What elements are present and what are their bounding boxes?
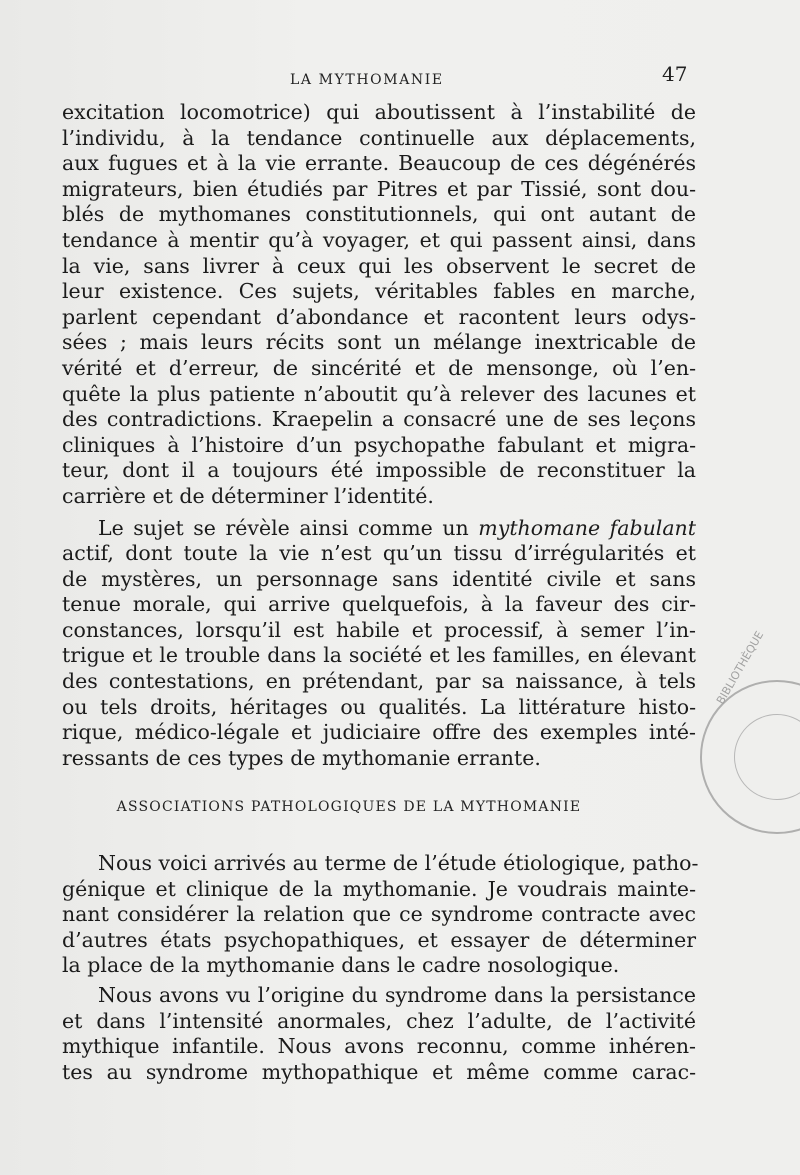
paragraph-4 (62, 983, 696, 1085)
paragraph-3 (62, 851, 699, 979)
stamp-inner-ring (734, 714, 800, 800)
library-stamp (700, 629, 800, 834)
text-line: la vie, sans livrer à ceux qui les observent le secret de (62, 253, 696, 278)
text-line: des contestations, en prétendant, par sa naissance, à tels (62, 669, 696, 694)
running-head: LA MYTHOMANIE (290, 72, 444, 88)
text-line: sées ; mais leurs récits sont un mélange inextricable de (62, 330, 696, 355)
text-line: d’autres états psychopathiques, et essayer de déterminer (62, 927, 696, 952)
text-line: excitation locomotrice) qui aboutissent à l’instabilité de (62, 100, 696, 124)
text-line: cliniques à l’histoire d’un psychopathe fabulant et migra- (62, 432, 696, 457)
text-line: tes au syndrome mythopathique et même comme carac- (62, 1059, 696, 1084)
text-line: tendance à mentir qu’à voyager, et qui passent ainsi, dans (62, 227, 696, 252)
text-line: quête la plus patiente n’aboutit qu’à relever des lacunes et (62, 381, 696, 406)
text-line: ressants de ces types de mythomanie errante. (62, 745, 541, 770)
text-line: teur, dont il a toujours été impossible de reconstituer la (62, 458, 696, 483)
stamp-text: BIBLIOTHÈQUE (714, 629, 767, 707)
text-line: Nous avons vu l’origine du syndrome dans la persistance (98, 983, 696, 1007)
text-line: l’individu, à la tendance continuelle aux déplacements, (62, 125, 696, 150)
paragraph-1 (62, 100, 696, 510)
text-line: nant considérer la relation que ce syndrome contracte avec (62, 902, 696, 927)
text-line: des contradictions. Kraepelin a consacré une de ses leçons (62, 407, 696, 432)
text-line: et dans l’intensité anormales, chez l’adulte, de l’activité (62, 1008, 696, 1033)
text-line: rique, médico-légale et judiciaire offre des exemples inté- (62, 720, 696, 745)
text-line: leur existence. Ces sujets, véritables fables en marche, (62, 279, 696, 304)
section-title: ASSOCIATIONS PATHOLOGIQUES DE LA MYTHOMANIE (116, 799, 582, 816)
text-line: génique et clinique de la mythomanie. Je voudrais mainte- (62, 876, 696, 901)
text-line: aux fugues et à la vie errante. Beaucoup de ces dégénérés (62, 151, 696, 176)
text-line: ou tels droits, héritages ou qualités. La littérature histo- (62, 694, 696, 719)
text-line: carrière et de déterminer l’identité. (62, 483, 434, 508)
italic-term: mythomane fabulant (478, 515, 696, 540)
page-number: 47 (662, 62, 688, 86)
text-line: actif, dont toute la vie n’est qu’un tissu d’irrégularités et (62, 541, 696, 566)
body-text (62, 100, 699, 1085)
text-line: vérité et d’erreur, de sincérité et de mensonge, où l’en- (62, 355, 696, 380)
text-line: blés de mythomanes constitutionnels, qui ont autant de (62, 202, 696, 227)
paragraph-2 (62, 516, 696, 772)
text-line: trigue et le trouble dans la société et les familles, en élevant (62, 643, 696, 668)
text-line: constances, lorsqu’il est habile et processif, à semer l’in- (62, 617, 696, 642)
text-line: de mystères, un personnage sans identité civile et sans (62, 566, 696, 591)
text-line: la place de la mythomanie dans le cadre nosologique. (62, 953, 620, 978)
text-line: Nous voici arrivés au terme de l’étude étiologique, patho- (98, 851, 699, 876)
text-line (62, 516, 696, 542)
text-span: Le sujet se révèle ainsi comme un (98, 515, 479, 540)
text-line: migrateurs, bien étudiés par Pitres et par Tissié, sont dou- (62, 176, 696, 201)
text-line: parlent cependant d’abondance et racontent leurs odys- (62, 304, 696, 329)
text-line: mythique infantile. Nous avons reconnu, comme inhéren- (62, 1034, 696, 1059)
text-line: tenue morale, qui arrive quelquefois, à la faveur des cir- (62, 592, 696, 617)
